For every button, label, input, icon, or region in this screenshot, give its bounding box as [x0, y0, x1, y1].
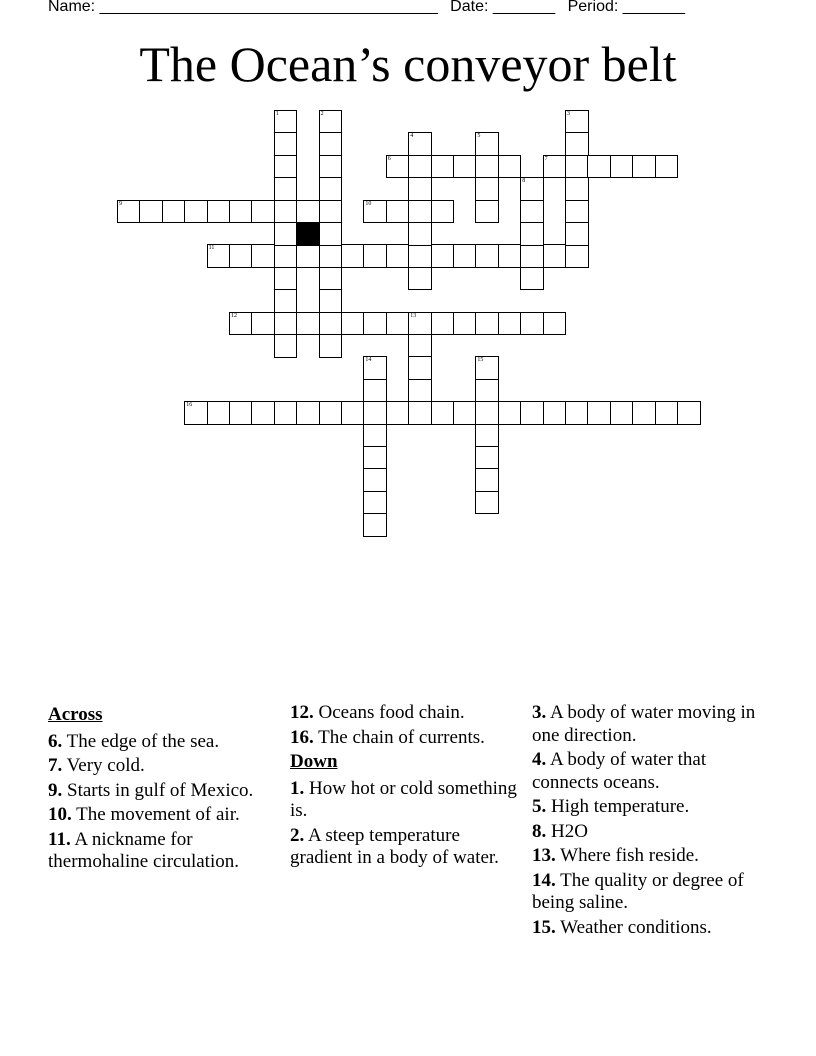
clue-15 — [532, 917, 772, 940]
grid-cell[interactable] — [296, 200, 320, 224]
clue-14 — [532, 870, 772, 915]
grid-cell[interactable] — [341, 244, 365, 268]
grid-cell[interactable] — [431, 244, 455, 268]
grid-cell[interactable] — [408, 132, 432, 156]
clue-number-2: 2 — [320, 111, 324, 117]
grid-cell[interactable] — [655, 401, 679, 425]
clue-text: H2O — [546, 820, 588, 842]
date-field-label: Date: _______ — [450, 0, 556, 15]
grid-cell[interactable] — [207, 200, 231, 224]
grid-cell[interactable] — [520, 222, 544, 246]
grid-cell[interactable] — [587, 401, 611, 425]
grid-cell[interactable] — [207, 401, 231, 425]
grid-cell[interactable] — [296, 244, 320, 268]
grid-cell[interactable] — [408, 177, 432, 201]
grid-cell[interactable] — [319, 334, 343, 358]
grid-cell[interactable] — [543, 312, 567, 336]
grid-cell[interactable] — [251, 401, 275, 425]
grid-cell[interactable] — [520, 267, 544, 291]
grid-cell[interactable] — [117, 200, 141, 224]
clue-number-label: 1. — [290, 777, 305, 799]
clue-number-label: 5. — [532, 796, 547, 817]
grid-cell[interactable] — [565, 222, 589, 246]
grid-cell[interactable] — [498, 312, 522, 336]
clue-number-10: 10 — [365, 200, 372, 207]
clue-number-12: 12 — [231, 312, 237, 319]
grid-cell[interactable] — [274, 244, 298, 268]
period-field-label: Period: _______ — [567, 0, 686, 15]
grid-cell[interactable] — [229, 401, 253, 425]
grid-cell[interactable] — [408, 379, 432, 403]
grid-cell[interactable] — [610, 155, 634, 179]
clue-text: A nickname for thermohaline circulation. — [48, 828, 239, 872]
clue-number-label: 14. — [532, 869, 556, 891]
clue-7 — [48, 755, 280, 778]
clue-number-label: 10. — [48, 804, 72, 825]
clue-10 — [48, 804, 280, 827]
grid-cell[interactable] — [274, 401, 298, 425]
down-clue-list-continued — [532, 702, 772, 939]
clue-text: High temperature. — [546, 796, 690, 817]
grid-cell[interactable] — [543, 155, 567, 179]
grid-cell[interactable] — [251, 244, 275, 268]
clue-number-label: 4. — [532, 749, 547, 770]
name-field-label: Name: ______________________________________ — [48, 0, 438, 15]
grid-cell[interactable] — [475, 424, 499, 448]
grid-cell[interactable] — [475, 446, 499, 470]
grid-cell[interactable] — [475, 244, 499, 268]
grid-cell[interactable] — [274, 177, 298, 201]
grid-cell[interactable] — [431, 401, 455, 425]
grid-cell[interactable] — [274, 312, 298, 336]
grid-cell[interactable] — [408, 356, 432, 380]
page-title: The Ocean’s conveyor belt — [139, 36, 677, 92]
clue-text: Starts in gulf of Mexico. — [62, 779, 254, 801]
clue-text: The movement of air. — [71, 804, 240, 825]
grid-cell[interactable] — [319, 110, 343, 134]
grid-cell[interactable] — [475, 312, 499, 336]
grid-cell[interactable] — [610, 401, 634, 425]
grid-cell[interactable] — [363, 491, 387, 515]
clue-number-1: 1 — [275, 111, 279, 117]
clue-number-label: 15. — [532, 916, 556, 938]
grid-cell[interactable] — [475, 468, 499, 492]
across-clue-list-continued — [290, 702, 526, 749]
grid-cell[interactable] — [274, 155, 298, 179]
clue-16 — [290, 727, 526, 750]
clue-12 — [290, 702, 526, 725]
clue-number-label: 8. — [532, 820, 547, 842]
grid-cell[interactable] — [319, 267, 343, 291]
grid-cell[interactable] — [520, 244, 544, 268]
grid-cell[interactable] — [363, 401, 387, 425]
grid-cell[interactable] — [363, 379, 387, 403]
down-clue-list — [290, 778, 526, 870]
clue-text: A body of water moving in one direction. — [532, 702, 756, 746]
grid-cell[interactable] — [565, 155, 589, 179]
grid-cell[interactable] — [296, 401, 320, 425]
grid-cell[interactable] — [475, 491, 499, 515]
grid-cell[interactable] — [655, 155, 679, 179]
grid-cell[interactable] — [319, 132, 343, 156]
clue-number-3: 3 — [567, 111, 570, 117]
clue-5 — [532, 796, 772, 819]
grid-cell[interactable] — [520, 312, 544, 336]
grid-cell[interactable] — [408, 222, 432, 246]
grid-cell[interactable] — [162, 200, 186, 224]
grid-cell[interactable] — [453, 244, 477, 268]
grid-cell[interactable] — [408, 267, 432, 291]
grid-cell[interactable] — [475, 132, 499, 156]
grid-cell[interactable] — [453, 312, 477, 336]
clue-text: Oceans food chain. — [313, 702, 465, 723]
clue-number-label: 9. — [48, 779, 63, 801]
grid-cell[interactable] — [274, 334, 298, 358]
grid-cell[interactable] — [498, 401, 522, 425]
grid-cell[interactable] — [475, 177, 499, 201]
grid-cell[interactable] — [274, 267, 298, 291]
grid-cell[interactable] — [408, 312, 432, 336]
grid-cell[interactable] — [408, 200, 432, 224]
grid-cell[interactable] — [386, 401, 410, 425]
grid-cell[interactable] — [386, 244, 410, 268]
clue-6 — [48, 731, 280, 754]
clue-column-3 — [532, 702, 772, 941]
clue-number-label: 13. — [532, 845, 556, 866]
clue-text: A body of water that connects oceans. — [532, 749, 707, 793]
grid-cell[interactable] — [363, 513, 387, 537]
grid-cell[interactable] — [520, 200, 544, 224]
across-heading: Across — [48, 704, 103, 725]
clue-number-9: 9 — [119, 200, 122, 207]
clue-text: The edge of the sea. — [62, 730, 220, 752]
grid-cell[interactable] — [565, 244, 589, 268]
clue-number-5: 5 — [477, 133, 481, 140]
grid-cell[interactable] — [319, 155, 343, 179]
grid-cell[interactable] — [431, 155, 455, 179]
grid-cell[interactable] — [184, 401, 208, 425]
grid-cell[interactable] — [677, 401, 701, 425]
grid-cell[interactable] — [565, 110, 589, 134]
grid-cell[interactable] — [319, 312, 343, 336]
grid-cell[interactable] — [319, 244, 343, 268]
clue-number-label: 16. — [290, 726, 314, 748]
grid-cell[interactable] — [386, 155, 410, 179]
clue-number-4: 4 — [410, 133, 414, 140]
clue-text: Weather conditions. — [555, 916, 712, 938]
clue-text: A steep temperature gradient in a body of water. — [290, 824, 499, 868]
grid-cell[interactable] — [431, 200, 455, 224]
grid-cell[interactable] — [408, 401, 432, 425]
grid-cell[interactable] — [341, 312, 365, 336]
grid-cell[interactable] — [565, 132, 589, 156]
grid-cell[interactable] — [453, 401, 477, 425]
grid-cell[interactable] — [363, 446, 387, 470]
clue-number-8: 8 — [522, 178, 526, 185]
clue-number-label: 6. — [48, 730, 63, 752]
grid-cell[interactable] — [408, 155, 432, 179]
clue-1 — [290, 778, 526, 823]
grid-cell[interactable] — [229, 312, 253, 336]
clue-number-6: 6 — [387, 155, 391, 162]
grid-cell[interactable] — [229, 200, 253, 224]
clue-number-7: 7 — [544, 155, 548, 162]
clue-number-11: 11 — [208, 245, 215, 252]
clue-13 — [532, 845, 772, 868]
clue-text: The chain of currents. — [313, 726, 485, 748]
grid-cell[interactable] — [408, 334, 432, 358]
grid-cell[interactable] — [475, 401, 499, 425]
grid-cell[interactable] — [363, 468, 387, 492]
grid-cell[interactable] — [296, 312, 320, 336]
down-heading: Down — [290, 751, 338, 772]
across-clue-list — [48, 731, 280, 874]
clue-text: Where fish reside. — [555, 845, 699, 866]
grid-cell[interactable] — [274, 200, 298, 224]
grid-cell[interactable] — [475, 379, 499, 403]
grid-cell[interactable] — [184, 200, 208, 224]
clue-column-2 — [290, 702, 526, 872]
clue-text: Very cold. — [62, 755, 145, 776]
clue-number-label: 3. — [532, 702, 547, 723]
grid-cell[interactable] — [386, 312, 410, 336]
grid-cell[interactable] — [319, 289, 343, 313]
grid-cell[interactable] — [408, 244, 432, 268]
clue-text: How hot or cold something is. — [290, 777, 517, 821]
clue-9 — [48, 780, 280, 803]
grid-cell[interactable] — [386, 200, 410, 224]
clue-number-label: 12. — [290, 702, 314, 723]
clue-2 — [290, 825, 526, 870]
grid-cell[interactable] — [520, 401, 544, 425]
grid-cell[interactable] — [498, 155, 522, 179]
grid-cell[interactable] — [498, 244, 522, 268]
grid-cell[interactable] — [274, 110, 298, 134]
grid-cell[interactable] — [341, 401, 365, 425]
clue-number-15: 15 — [477, 357, 484, 364]
grid-cell[interactable] — [632, 155, 656, 179]
grid-cell[interactable] — [475, 155, 499, 179]
clue-number-label: 2. — [290, 824, 305, 846]
grid-cell[interactable] — [587, 155, 611, 179]
clue-column-1 — [48, 702, 280, 876]
clue-number-13: 13 — [410, 312, 417, 319]
grid-cell[interactable] — [229, 244, 253, 268]
grid-cell[interactable] — [632, 401, 656, 425]
grid-cell[interactable] — [319, 177, 343, 201]
clue-11 — [48, 829, 280, 874]
clue-number-label: 7. — [48, 755, 63, 776]
clue-number-14: 14 — [365, 357, 372, 364]
grid-cell[interactable] — [251, 312, 275, 336]
grid-cell[interactable] — [274, 132, 298, 156]
grid-cell[interactable] — [319, 401, 343, 425]
grid-cell[interactable] — [520, 177, 544, 201]
grid-cell[interactable] — [363, 312, 387, 336]
grid-cell[interactable] — [453, 155, 477, 179]
black-cell — [296, 222, 320, 246]
clue-4 — [532, 749, 772, 794]
clue-8 — [532, 821, 772, 844]
grid-cell[interactable] — [475, 356, 499, 380]
grid-cell[interactable] — [565, 177, 589, 201]
grid-cell[interactable] — [139, 200, 163, 224]
grid-cell[interactable] — [543, 244, 567, 268]
clue-3 — [532, 702, 772, 747]
clue-number-16: 16 — [186, 402, 193, 409]
grid-cell[interactable] — [431, 312, 455, 336]
grid-cell[interactable] — [207, 244, 231, 268]
grid-cell[interactable] — [475, 200, 499, 224]
clue-text: The quality or degree of being saline. — [532, 869, 744, 913]
grid-cell[interactable] — [543, 401, 567, 425]
grid-cell[interactable] — [274, 222, 298, 246]
grid-cell[interactable] — [274, 289, 298, 313]
grid-cell[interactable] — [363, 200, 387, 224]
grid-cell[interactable] — [363, 424, 387, 448]
grid-cell[interactable] — [251, 200, 275, 224]
grid-cell[interactable] — [565, 401, 589, 425]
grid-cell[interactable] — [565, 200, 589, 224]
grid-cell[interactable] — [363, 244, 387, 268]
grid-cell[interactable] — [363, 356, 387, 380]
grid-cell[interactable] — [319, 222, 343, 246]
grid-cell[interactable] — [319, 200, 343, 224]
clue-number-label: 11. — [48, 828, 71, 850]
